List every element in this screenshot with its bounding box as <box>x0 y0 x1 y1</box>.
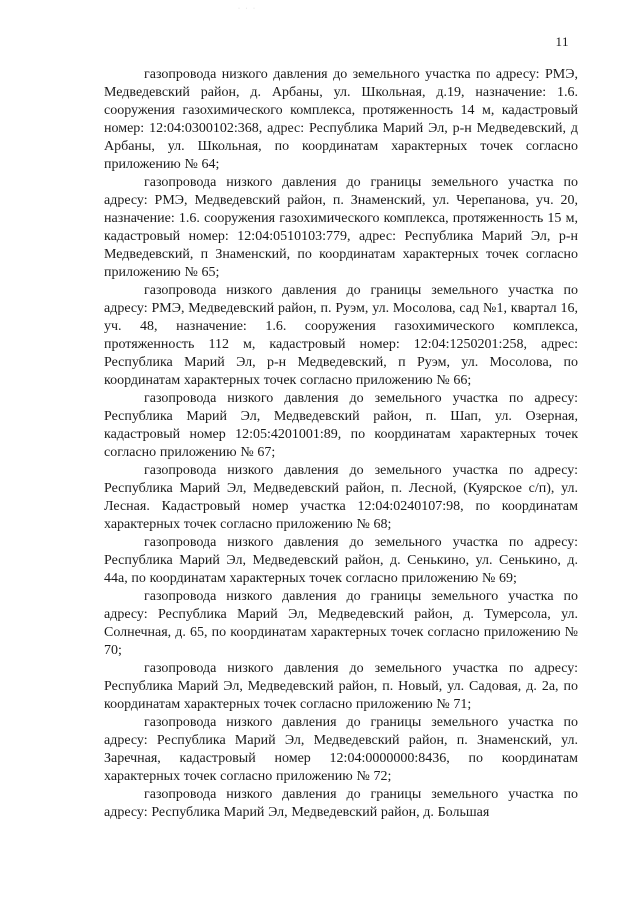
paragraph: газопровода низкого давления до границы земельного участка по адресу: Республика Марий Эл, Медведевский район, д. Тумерсола, ул. Солнечная, д. 65, по координатам характерных точек согласно приложению № 70; <box>104 589 578 658</box>
paragraph: газопровода низкого давления до земельного участка по адресу: Республика Марий Эл, Медведевский район, д. Сенькино, ул. Сенькино, д. 44а, по координатам характерных точек согласно приложению № 69; <box>104 535 578 586</box>
paragraph: газопровода низкого давления до границы земельного участка по адресу: Республика Марий Эл, Медведевский район, д. Большая <box>104 787 578 820</box>
paragraph: газопровода низкого давления до земельного участка по адресу: Республика Марий Эл, Медведевский район, п. Новый, ул. Садовая, д. 2а, по координатам характерных точек согласно приложению № 71; <box>104 661 578 712</box>
document-body <box>104 66 578 822</box>
paragraph: газопровода низкого давления до границы земельного участка по адресу: Республика Марий Эл, Медведевский район, п. Знаменский, ул. Заречная, кадастровый номер 12:04:0000000:8436, по координатам характерных точек согласно приложению № 72; <box>104 715 578 784</box>
page-number: 11 <box>555 34 569 49</box>
paragraph: газопровода низкого давления до границы земельного участка по адресу: РМЭ, Медведевский район, п. Знаменский, ул. Черепанова, уч. 20, назначение: 1.6. сооружения газохимического комплекса, протяженность 15 м, кадастровый номер: 12:04:0510103:779, адрес: Республика Марий Эл, р-н Медведевский, п Знаменский, по координатам характерных точек согласно приложению № 65; <box>104 175 578 280</box>
scan-artifact: · · · <box>238 6 257 12</box>
paragraph: газопровода низкого давления до земельного участка по адресу: Республика Марий Эл, Медведевский район, п. Лесной, (Куярское с/п), ул. Лесная. Кадастровый номер участка 12:04:0240107:98, по координатам характерных точек согласно приложению № 68; <box>104 463 578 532</box>
paragraph: газопровода низкого давления до границы земельного участка по адресу: РМЭ, Медведевский район, п. Руэм, ул. Мосолова, сад №1, квартал 16, уч. 48, назначение: 1.6. сооружения газохимического комплекса, протяженность 112 м, кадастровый номер: 12:04:1250201:258, адрес: Республика Марий Эл, р-н Медведевский, п Руэм, ул. Мосолова, по координатам характерных точек согласно приложению № 66; <box>104 283 578 388</box>
paragraph: газопровода низкого давления до земельного участка по адресу: РМЭ, Медведевский район, д. Арбаны, ул. Школьная, д.19, назначение: 1.6. сооружения газохимического комплекса, протяженность 14 м, кадастровый номер: 12:04:0300102:368, адрес: Республика Марий Эл, р-н Медведевский, д Арбаны, ул. Школьная, по координатам характерных точек согласно приложению № 64; <box>104 67 578 172</box>
paragraph: газопровода низкого давления до земельного участка по адресу: Республика Марий Эл, Медведевский район, п. Шап, ул. Озерная, кадастровый номер 12:05:4201001:89, по координатам характерных точек согласно приложению № 67; <box>104 391 578 460</box>
